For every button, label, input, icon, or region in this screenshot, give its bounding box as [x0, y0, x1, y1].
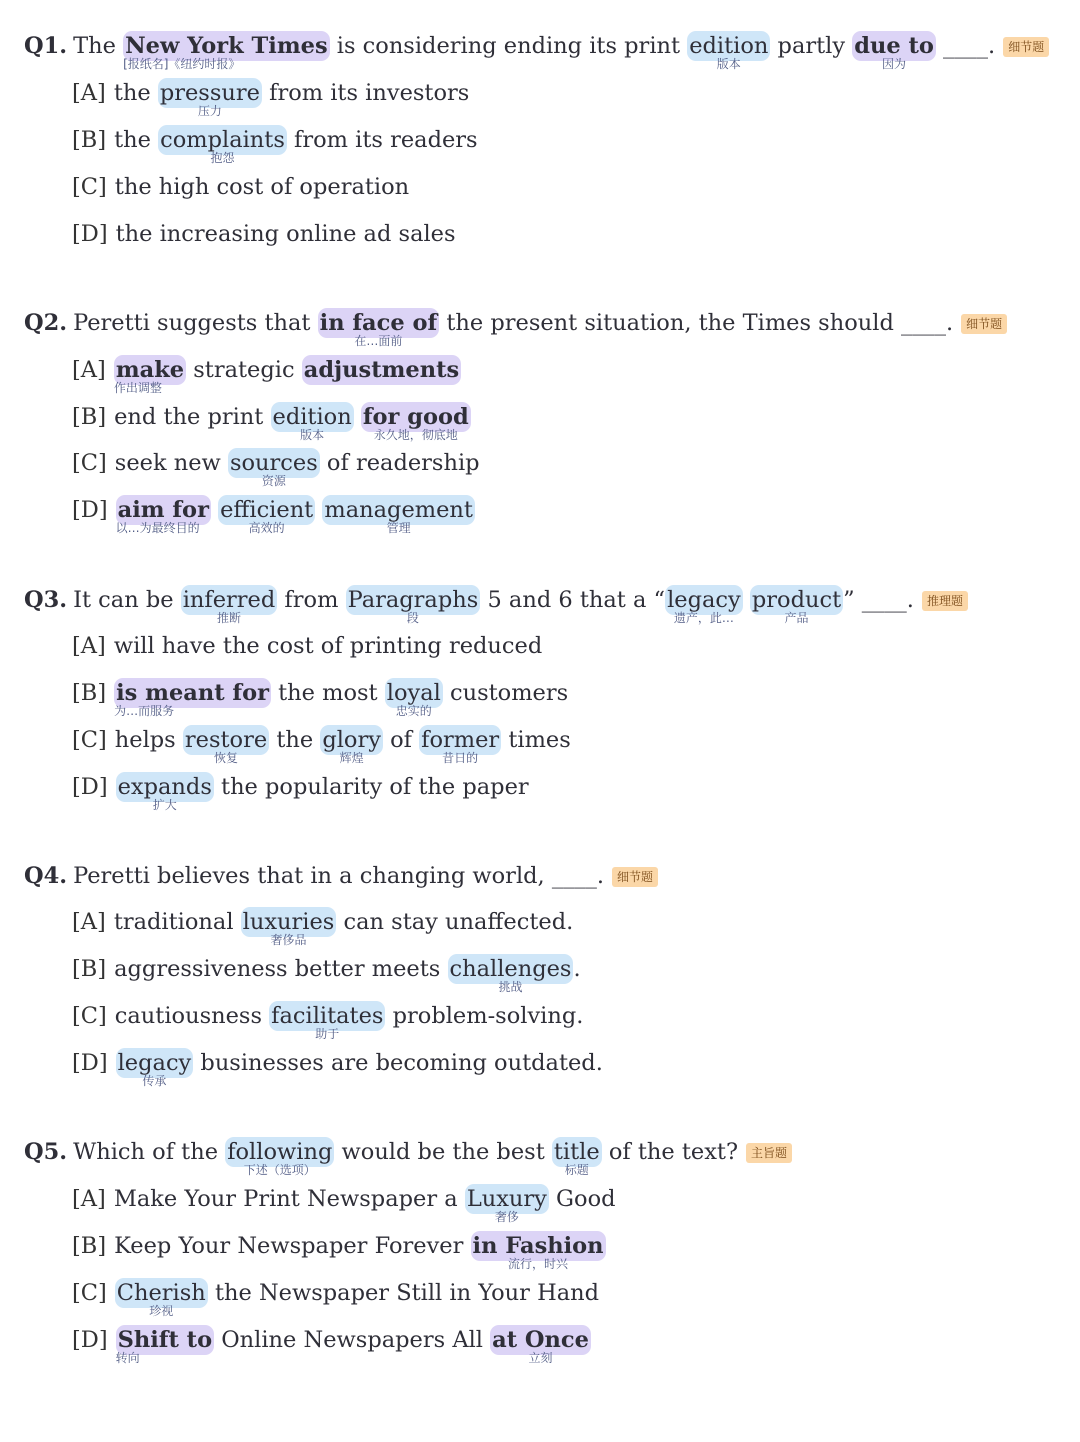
highlighted-word	[687, 31, 770, 71]
option-text: can stay unaffected.	[336, 909, 574, 935]
question-number: Q4.	[24, 863, 68, 889]
translation-note: 恢复	[214, 751, 239, 765]
question-number: Q1.	[24, 33, 68, 59]
question-stem	[24, 861, 658, 891]
option-text: Good	[548, 1186, 616, 1212]
translation-note: 因为	[882, 57, 907, 71]
translation-note: 为…而服务	[114, 704, 175, 718]
translation-note: 产品	[784, 611, 809, 625]
translation-note: 高效的	[248, 521, 285, 535]
option-label: [D]	[72, 1327, 108, 1353]
phrase-text: make	[115, 357, 185, 383]
translation-note: 挑战	[498, 980, 523, 994]
question-stem	[24, 1137, 792, 1177]
translation-note: 辉煌	[339, 751, 364, 765]
translation-note: 昔日的	[442, 751, 479, 765]
highlighted-phrase	[471, 1231, 606, 1271]
highlighted-word	[241, 907, 337, 947]
highlighted-phrase	[852, 31, 936, 71]
option-label: [B]	[72, 956, 107, 982]
highlighted-word	[665, 585, 743, 625]
stem-text: partly	[770, 33, 853, 59]
option-label: [D]	[72, 497, 108, 523]
highlighted-word	[116, 772, 214, 812]
translation-note: 奢侈	[494, 1210, 519, 1224]
question-type-badge: 细节题	[612, 867, 658, 887]
translation-note: 下述（选项）	[243, 1163, 316, 1177]
stem-text: It can be	[73, 587, 181, 613]
option-label: [C]	[72, 727, 107, 753]
translation-note: 在…面前	[354, 334, 403, 348]
option-text: seek new	[114, 450, 228, 476]
option-c[interactable]	[72, 725, 571, 765]
word-text: product	[751, 587, 842, 613]
translation-note: 压力	[197, 104, 222, 118]
option-label: [C]	[72, 1280, 107, 1306]
stem-text: Peretti believes that in a changing world, ____.	[73, 863, 604, 889]
question-number: Q2.	[24, 310, 68, 336]
option-label: [B]	[72, 680, 107, 706]
translation-note: 推断	[216, 611, 242, 625]
highlighted-word	[750, 585, 843, 625]
translation-note: 段	[406, 611, 419, 625]
option-text: businesses are becoming outdated.	[193, 1050, 603, 1076]
word-text: glory	[322, 727, 381, 753]
word-text: following	[227, 1139, 333, 1165]
option-text: end the print	[114, 404, 271, 430]
highlighted-word	[385, 678, 443, 718]
translation-note: 珍视	[149, 1304, 174, 1318]
option-a[interactable]	[72, 78, 470, 118]
translation-note: 版本	[300, 428, 325, 442]
word-text: edition	[689, 33, 769, 59]
translation-note: 抱怨	[210, 151, 235, 165]
stem-text: would be the best	[334, 1139, 552, 1165]
option-text: Online Newspapers All	[214, 1327, 491, 1353]
option-text: of	[382, 727, 420, 753]
option-c[interactable]	[72, 172, 409, 202]
highlighted-word	[552, 1137, 602, 1177]
option-text: of readership	[319, 450, 480, 476]
word-text: former	[421, 727, 500, 753]
option-d[interactable]	[72, 772, 529, 812]
stem-text: 5 and 6 that a “	[480, 587, 666, 613]
option-text: helps	[114, 727, 183, 753]
option-a[interactable]	[72, 1184, 616, 1224]
option-label: [B]	[72, 404, 107, 430]
option-text: the	[269, 727, 321, 753]
highlighted-word	[448, 954, 574, 994]
phrase-text: is meant for	[116, 680, 269, 706]
option-text: the popularity of the paper	[213, 774, 529, 800]
word-text: pressure	[159, 80, 260, 106]
option-d[interactable]	[72, 219, 456, 249]
phrase-text: Shift to	[117, 1327, 213, 1353]
phrase-text: for good	[362, 404, 469, 430]
word-text: facilitates	[271, 1003, 384, 1029]
translation-note: 永久地，彻底地	[373, 428, 458, 442]
word-text: management	[324, 497, 473, 523]
option-label: [B]	[72, 1233, 107, 1259]
option-a[interactable]	[72, 907, 574, 947]
translation-note: 版本	[716, 57, 741, 71]
highlighted-phrase	[490, 1325, 591, 1365]
highlighted-phrase	[318, 308, 440, 348]
option-text: the high cost of operation	[114, 174, 410, 200]
translation-note: 传承	[142, 1074, 167, 1088]
option-text: the most	[270, 680, 385, 706]
option-text: from its readers	[286, 127, 478, 153]
option-text: times	[501, 727, 571, 753]
option-text	[211, 497, 218, 523]
option-label: [D]	[72, 221, 108, 247]
word-text: loyal	[386, 680, 441, 706]
option-label: [A]	[72, 1186, 106, 1212]
option-b[interactable]	[72, 125, 478, 165]
translation-note: 遗产，此…	[673, 611, 734, 625]
question-stem	[24, 308, 1007, 348]
stem-text: is considering ending its print	[329, 33, 688, 59]
stem-text: from	[277, 587, 346, 613]
question-type-badge: 推理题	[922, 591, 968, 611]
option-label: [C]	[72, 174, 107, 200]
translation-note: 助于	[315, 1027, 340, 1041]
question-type-badge: 细节题	[961, 314, 1007, 334]
option-text: will have the cost of printing reduced	[113, 633, 543, 659]
highlighted-phrase	[115, 1325, 214, 1365]
highlighted-phrase	[361, 402, 471, 442]
word-text: challenges	[449, 956, 572, 982]
option-a[interactable]	[72, 355, 461, 395]
word-text: efficient	[220, 497, 314, 523]
option-text: aggressiveness better meets	[114, 956, 448, 982]
highlighted-phrase	[113, 355, 186, 395]
option-text: .	[573, 956, 581, 982]
option-text: traditional	[113, 909, 241, 935]
option-label: [D]	[72, 1050, 108, 1076]
highlighted-phrase	[302, 355, 461, 385]
option-label: [D]	[72, 774, 108, 800]
translation-note: 转向	[115, 1351, 140, 1365]
option-text: strategic	[186, 357, 302, 383]
highlighted-word	[115, 1278, 208, 1318]
option-label: [A]	[72, 633, 106, 659]
highlighted-word	[419, 725, 501, 765]
highlighted-word	[320, 725, 383, 765]
translation-note: 以…为最终目的	[115, 521, 200, 535]
translation-note: 奢侈品	[270, 933, 307, 947]
option-c[interactable]	[72, 1001, 584, 1041]
option-d[interactable]	[72, 1048, 603, 1088]
word-text: edition	[272, 404, 352, 430]
translation-note: 立刻	[528, 1351, 553, 1365]
stem-text: ” ____.	[843, 587, 914, 613]
highlighted-word	[346, 585, 481, 625]
option-b[interactable]	[72, 402, 471, 442]
translation-note: 管理	[386, 521, 411, 535]
word-text: Luxury	[466, 1186, 547, 1212]
translation-note: 标题	[564, 1163, 589, 1177]
phrase-text: in face of	[319, 310, 438, 336]
word-text: sources	[229, 450, 318, 476]
translation-note: 扩大	[152, 798, 177, 812]
option-b[interactable]	[72, 1231, 606, 1271]
option-text: the Newspaper Still in Your Hand	[207, 1280, 600, 1306]
highlighted-phrase	[115, 495, 211, 535]
question-number: Q5.	[24, 1139, 68, 1165]
stem-text: ____.	[935, 33, 996, 59]
phrase-text: at Once	[492, 1327, 589, 1353]
word-text: Cherish	[116, 1280, 206, 1306]
option-text: Make Your Print Newspaper a	[113, 1186, 465, 1212]
translation-note: [报纸名]《纽约时报》	[123, 57, 241, 71]
highlighted-word	[218, 495, 315, 535]
option-label: [A]	[72, 80, 106, 106]
option-label: [A]	[72, 909, 106, 935]
option-d[interactable]	[72, 495, 475, 535]
word-text: inferred	[182, 587, 276, 613]
option-text	[354, 404, 361, 430]
option-c[interactable]	[72, 1278, 600, 1318]
option-text: the	[114, 127, 159, 153]
option-label: [A]	[72, 357, 106, 383]
highlighted-word	[158, 125, 287, 165]
phrase-text: adjustments	[303, 357, 460, 383]
phrase-text: in Fashion	[472, 1233, 604, 1259]
option-text: from its investors	[261, 80, 470, 106]
translation-note: 作出调整	[113, 381, 162, 395]
word-text: title	[553, 1139, 600, 1165]
word-text: complaints	[160, 127, 285, 153]
highlighted-word	[271, 402, 354, 442]
stem-text: of the text?	[601, 1139, 739, 1165]
option-label: [B]	[72, 127, 107, 153]
translation-note: 流行，时兴	[508, 1257, 569, 1271]
question-stem	[24, 31, 1049, 71]
word-text: legacy	[667, 587, 741, 613]
word-text: luxuries	[242, 909, 335, 935]
question-type-badge: 细节题	[1003, 37, 1049, 57]
option-a[interactable]	[72, 631, 542, 661]
option-label: [C]	[72, 1003, 107, 1029]
translation-note: 忠实的	[395, 704, 432, 718]
word-text: restore	[184, 727, 268, 753]
question-number: Q3.	[24, 587, 68, 613]
option-text: problem-solving.	[385, 1003, 584, 1029]
stem-text: The	[73, 33, 124, 59]
option-c[interactable]	[72, 448, 480, 488]
option-text: the increasing online ad sales	[115, 221, 456, 247]
stem-text: Which of the	[73, 1139, 226, 1165]
word-text: Paragraphs	[347, 587, 479, 613]
word-text: expands	[117, 774, 212, 800]
option-text: the	[113, 80, 158, 106]
option-text: cautiousness	[114, 1003, 270, 1029]
stem-text: Peretti suggests that	[73, 310, 318, 336]
highlighted-phrase	[123, 31, 330, 71]
highlighted-word	[181, 585, 278, 625]
question-type-badge: 主旨题	[746, 1143, 792, 1163]
question-stem	[24, 585, 968, 625]
option-b[interactable]	[72, 954, 581, 994]
stem-text	[743, 587, 750, 613]
highlighted-word	[269, 1001, 385, 1041]
phrase-text: New York Times	[125, 33, 328, 59]
highlighted-word	[225, 1137, 334, 1177]
highlighted-word	[228, 448, 320, 488]
option-b[interactable]	[72, 678, 569, 718]
option-text: customers	[442, 680, 569, 706]
stem-text: the present situation, the Times should ____.	[439, 310, 954, 336]
highlighted-word	[158, 78, 262, 118]
option-text: Keep Your Newspaper Forever	[114, 1233, 471, 1259]
highlighted-word	[116, 1048, 194, 1088]
option-text	[315, 497, 322, 523]
phrase-text: aim for	[117, 497, 209, 523]
highlighted-word	[183, 725, 269, 765]
highlighted-word	[322, 495, 475, 535]
option-label: [C]	[72, 450, 107, 476]
word-text: legacy	[117, 1050, 192, 1076]
option-d[interactable]	[72, 1325, 591, 1365]
translation-note: 资源	[261, 474, 286, 488]
highlighted-word	[465, 1184, 549, 1224]
phrase-text: due to	[854, 33, 934, 59]
highlighted-phrase	[114, 678, 271, 718]
